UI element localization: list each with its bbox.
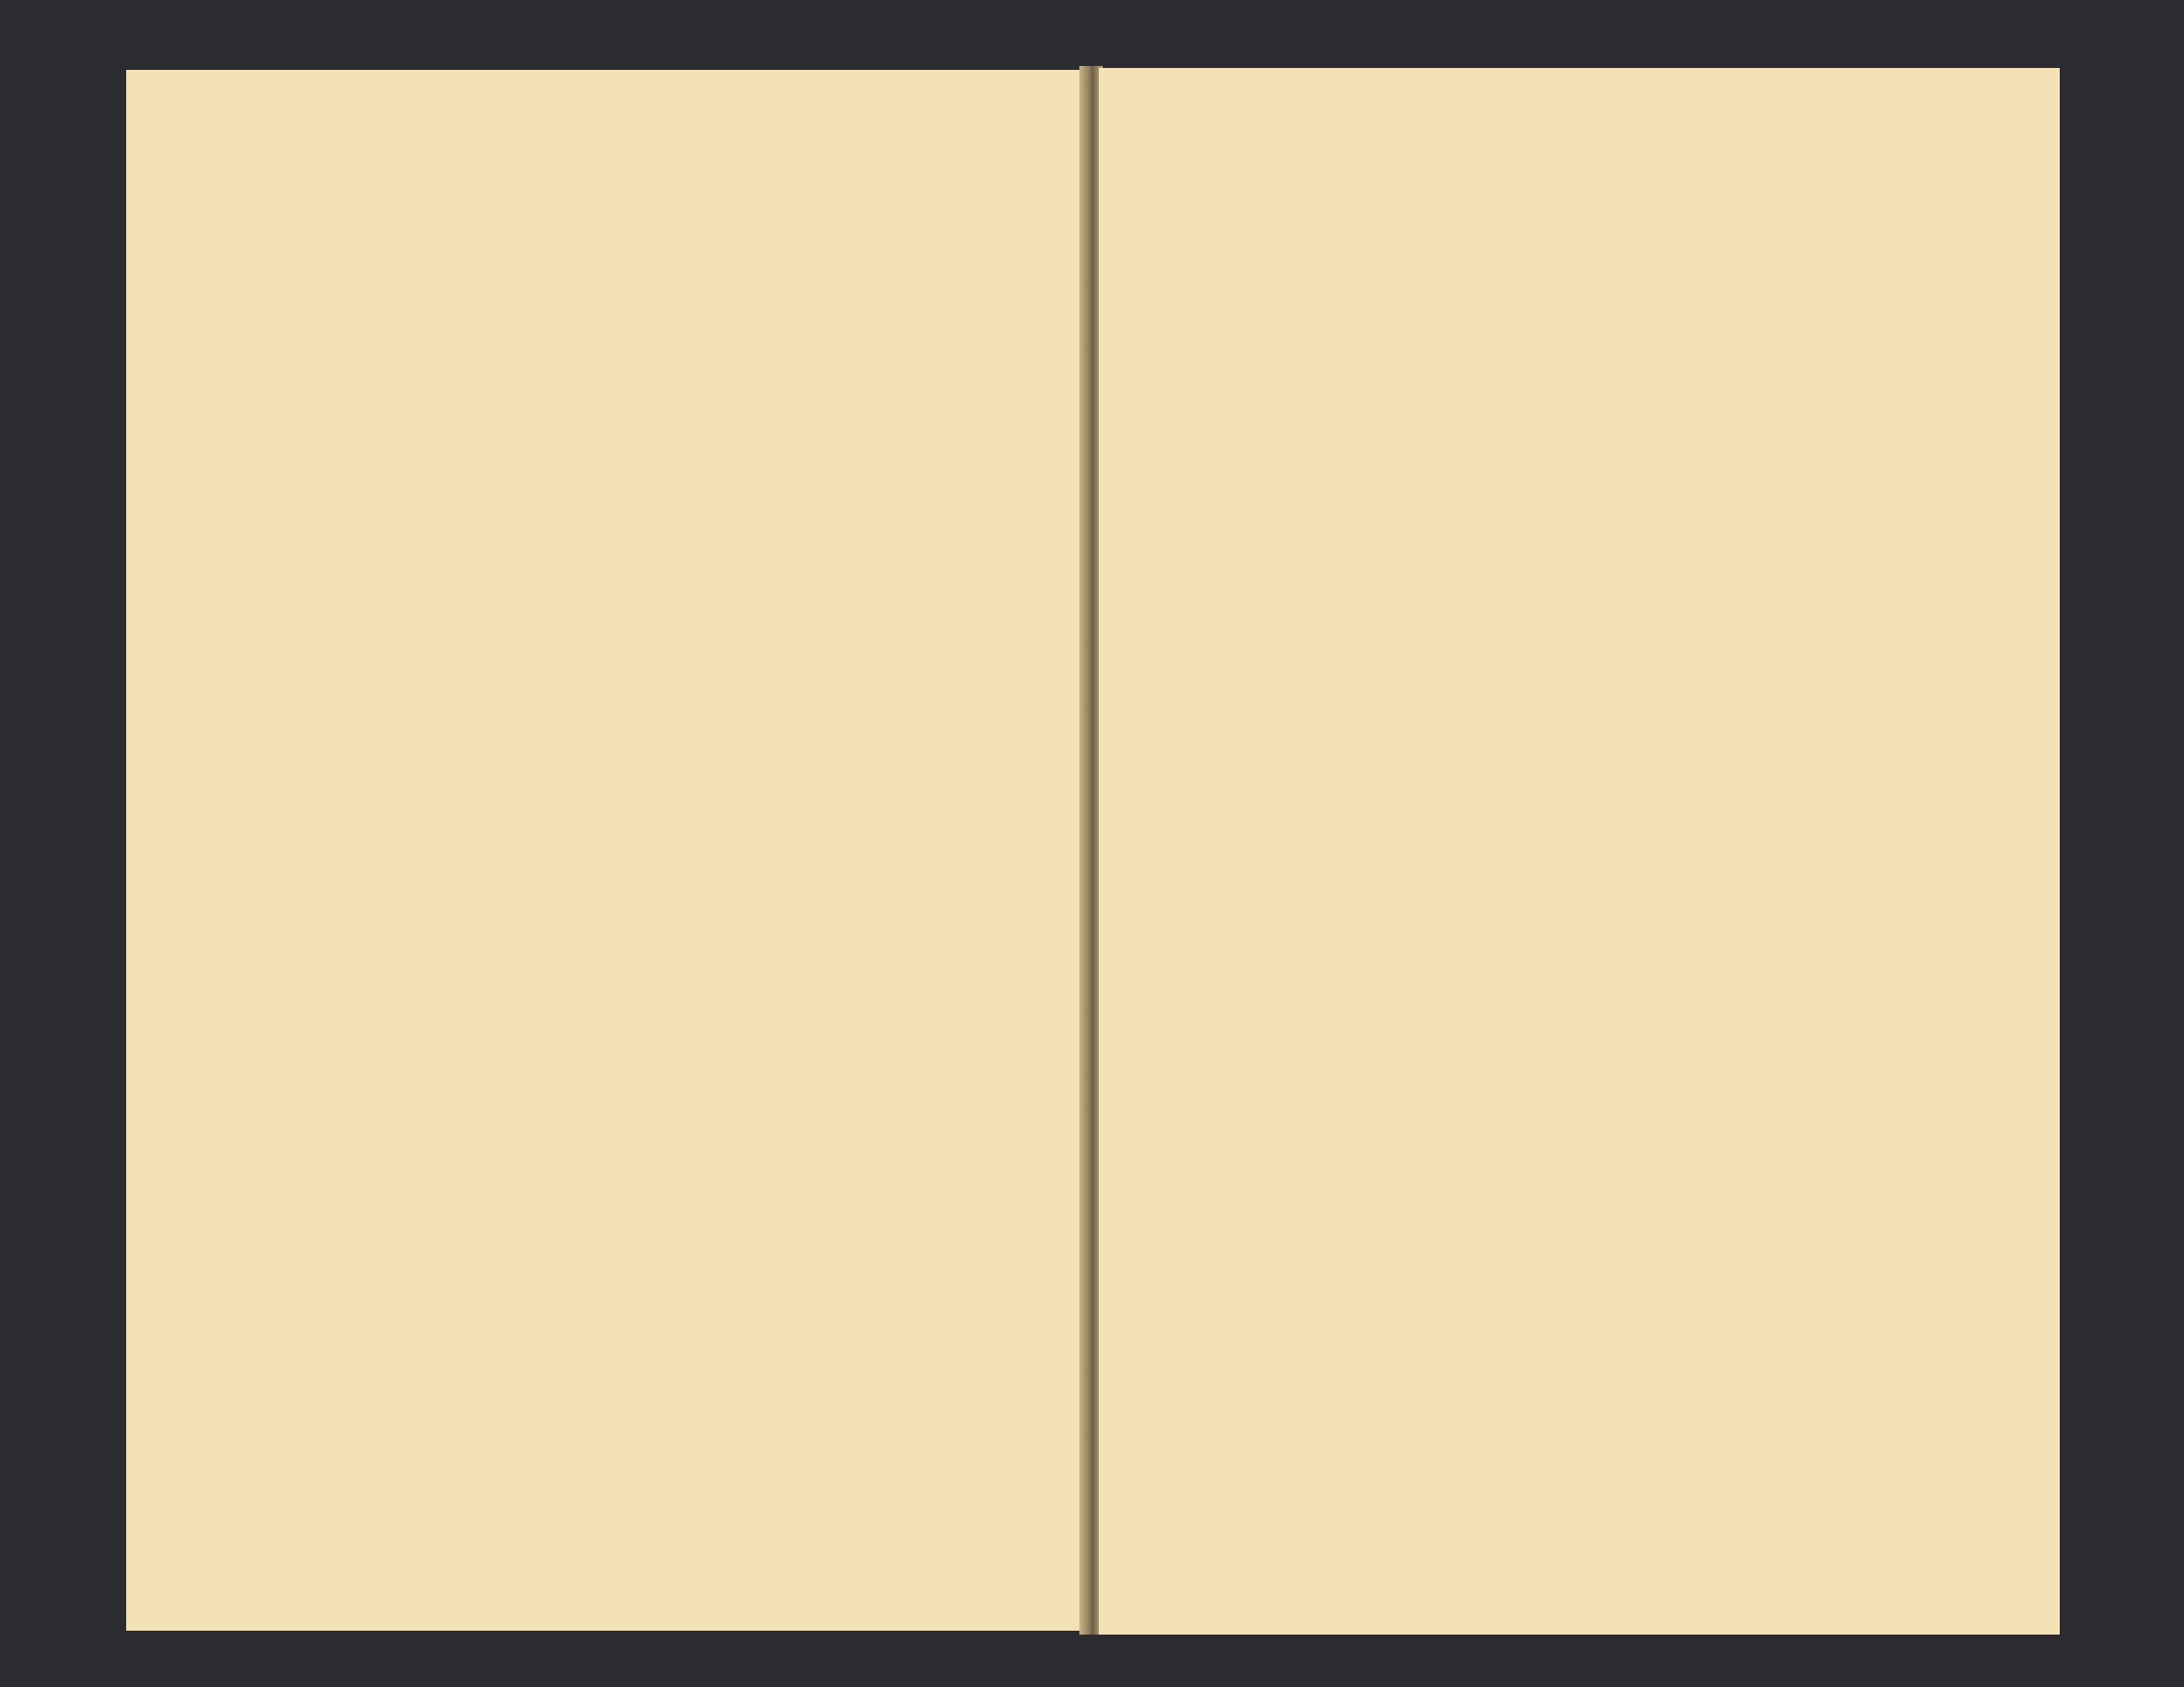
right-page bbox=[1099, 68, 2060, 1635]
left-page bbox=[126, 70, 1087, 1631]
